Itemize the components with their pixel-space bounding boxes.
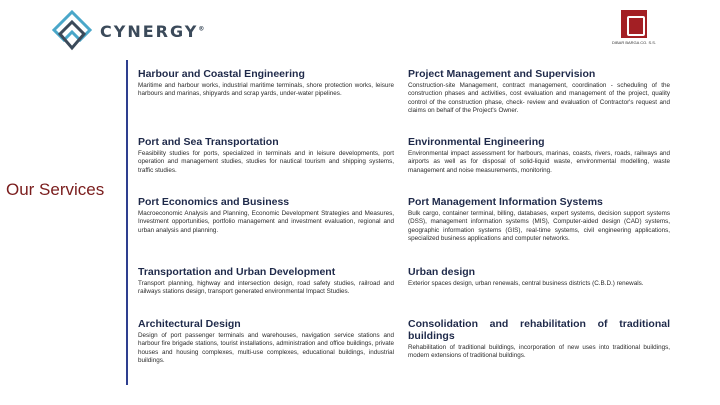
service-title: Harbour and Coastal Engineering (138, 68, 305, 80)
service-description: Construction-site Management, contract management, coordination - scheduling of the construction phases and activities, cost evaluation and management of the project, quality control of the construction phase, check- review and evaluation of Contractor's request and claims on behalf of the Project's Owner. (408, 82, 670, 115)
service-title: Architectural Design (138, 318, 241, 330)
cynergy-logo (50, 10, 207, 52)
section-divider (126, 60, 128, 385)
brand-registered-mark: ® (198, 25, 207, 33)
service-project-management (408, 68, 670, 116)
service-port-sea-transport (138, 136, 394, 175)
service-port-economics (138, 196, 394, 235)
service-title: Transportation and Urban Development (138, 266, 336, 278)
service-description: Exterior spaces design, urban renewals, central business districts (C.B.D.) renewals. (408, 280, 644, 287)
service-description: Macroeconomic Analysis and Planning, Economic Development Strategies and Measures, Investment opportunities, portfolio management and investment evaluation, regional and urban analysis and planning. (138, 210, 394, 234)
section-title: Our Services (6, 180, 105, 199)
service-title: Port Economics and Business (138, 196, 290, 208)
partner-logo (612, 10, 656, 50)
service-transport-urban (138, 266, 394, 297)
service-title: Port and Sea Transportation (138, 136, 279, 148)
service-title: Consolidation and rehabilitation of traditional buildings (408, 318, 670, 342)
service-description: Bulk cargo, container terminal, billing, databases, expert systems, decision support systems (DSS), management information systems (MIS), Computer-aided design (CAD) systems, geographic information systems (GIS), real-time systems, civil engineering applications, specialized business applications and computer networks. (408, 210, 670, 243)
service-title: Urban design (408, 266, 476, 278)
service-description: Environmental impact assessment for harbours, marinas, coasts, rivers, roads, railways and airports as well as for disposal of solid-liquid waste, environmental modelling, waste management and noise measurements, monitoring. (408, 150, 670, 174)
service-description: Maritime and harbour works, industrial maritime terminals, shore protection works, leisure harbours and marinas, shipyards and scrap yards, under-water pipelines. (138, 82, 394, 98)
service-description: Rehabilitation of traditional buildings, incorporation of new uses into traditional buildings, modern extensions of traditional buildings. (408, 344, 670, 360)
service-title: Port Management Information Systems (408, 196, 603, 208)
cynergy-logo-mark-icon (50, 10, 94, 52)
service-description: Transport planning, highway and intersection design, road safety studies, railroad and railways stations design, transport generated environmental Impact Studies. (138, 280, 394, 296)
service-title: Project Management and Supervision (408, 68, 596, 80)
service-environmental (408, 136, 670, 175)
service-urban-design (408, 266, 670, 288)
service-title: Environmental Engineering (408, 136, 545, 148)
brand-name: CYNERGY® (100, 22, 207, 41)
service-consolidation-rehabilitation (408, 318, 670, 361)
service-description: Feasibility studies for ports, specialized in terminals and in leisure developments, port operation and management studies, studies for nautical tourism and shipping systems, traffic studies. (138, 150, 394, 174)
partner-caption: DIBAR BARGA CO. S.S. (612, 40, 657, 45)
service-harbour-coastal (138, 68, 394, 99)
service-architectural-design (138, 318, 394, 366)
partner-logo-icon (621, 10, 647, 38)
service-port-mis (408, 196, 670, 244)
service-description: Design of port passenger terminals and warehouses, navigation service stations and harbour fire brigade stations, tourist installations, administration and office buildings, private houses and housing complexes, multi-use complexes, educational buildings, industrial buildings. (138, 332, 394, 365)
